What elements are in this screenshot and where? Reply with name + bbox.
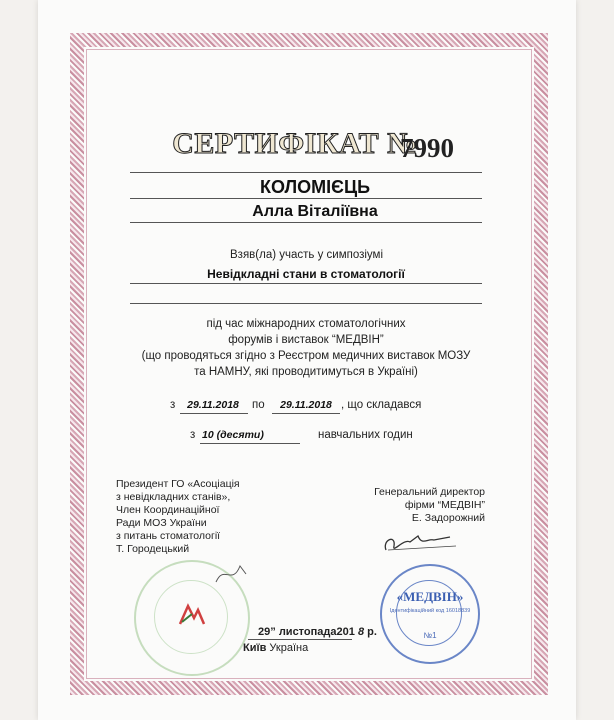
association-logo-icon — [176, 602, 208, 628]
issue-country: Україна — [269, 642, 309, 654]
left-sign-line-5: з питань стоматології — [116, 530, 221, 542]
symposium-title: Невідкладні стани в стоматології — [207, 267, 405, 281]
left-sign-line-6: Т. Городецький — [116, 543, 190, 555]
name-underline — [130, 222, 482, 223]
left-sign-line-2: з невідкладних станів», — [116, 491, 231, 503]
issue-date-underline — [248, 639, 352, 640]
surname-underline — [130, 198, 482, 199]
recipient-name: Алла Віталіївна — [252, 203, 378, 220]
date-from-underline — [180, 413, 248, 414]
right-sign-line-2: фірми “МЕДВІН” — [404, 499, 485, 511]
hours-suffix: навчальних годин — [318, 429, 413, 441]
issue-year-suffix: р. — [367, 626, 377, 638]
stamp-title: «МЕДВІН» — [396, 589, 464, 604]
hours-label: з — [190, 429, 196, 441]
stamp-number: №1 — [423, 631, 437, 640]
left-signatory — [116, 478, 240, 556]
blank-underline — [130, 303, 482, 304]
issue-date: 29” листопада201 8 р. — [258, 626, 377, 638]
issue-year-digit: 8 — [357, 626, 365, 638]
director-signature-icon — [378, 528, 458, 558]
left-sign-line-3: Член Координаційної — [116, 504, 220, 516]
forum-line-4: та НАМНУ, які проводитимуться в Україні) — [194, 366, 418, 378]
title-underline — [130, 172, 482, 173]
recipient-surname: КОЛОМІЄЦЬ — [259, 177, 371, 197]
title-text: СЕРТИФІКАТ № — [172, 127, 418, 160]
period-from-label: з — [170, 399, 176, 411]
hours-value: 10 (десяти) — [202, 429, 264, 441]
date-from: 29.11.2018 — [187, 399, 239, 411]
right-sign-line-1: Генеральний директор — [374, 486, 485, 498]
issue-city: Київ — [243, 642, 267, 654]
president-signature-icon — [214, 560, 248, 586]
participation-text: Взяв(ла) участь у симпозіумі — [230, 249, 384, 261]
left-sign-line-1: Президент ГО «Асоціація — [116, 478, 240, 490]
forum-line-1: під час міжнародних стоматологічних — [206, 318, 406, 330]
certificate-number: 7990 — [400, 133, 454, 163]
stamp-code: Ідентифікаційний код 16018839 — [389, 608, 471, 614]
issue-place — [243, 642, 308, 654]
date-to: 29.11.2018 — [280, 399, 332, 411]
hours-underline — [200, 443, 300, 444]
right-sign-line-3: Е. Задорожний — [411, 512, 485, 524]
forum-line-2: форумів і виставок “МЕДВІН” — [228, 334, 384, 346]
issue-day: 29 — [258, 626, 271, 638]
forum-description — [110, 316, 502, 380]
issue-year-prefix: 201 — [336, 626, 355, 638]
right-signatory — [355, 486, 485, 525]
date-to-underline — [272, 413, 340, 414]
period-suffix: , що складався — [341, 399, 422, 411]
left-sign-line-4: Ради МОЗ України — [116, 517, 207, 529]
issue-month: листопада — [278, 626, 337, 638]
medvin-stamp-icon — [380, 564, 480, 664]
period-to-label: по — [252, 399, 265, 411]
symposium-underline — [130, 283, 482, 284]
forum-line-3: (що проводяться згідно з Реєстром медичних виставок МОЗУ — [141, 350, 471, 362]
